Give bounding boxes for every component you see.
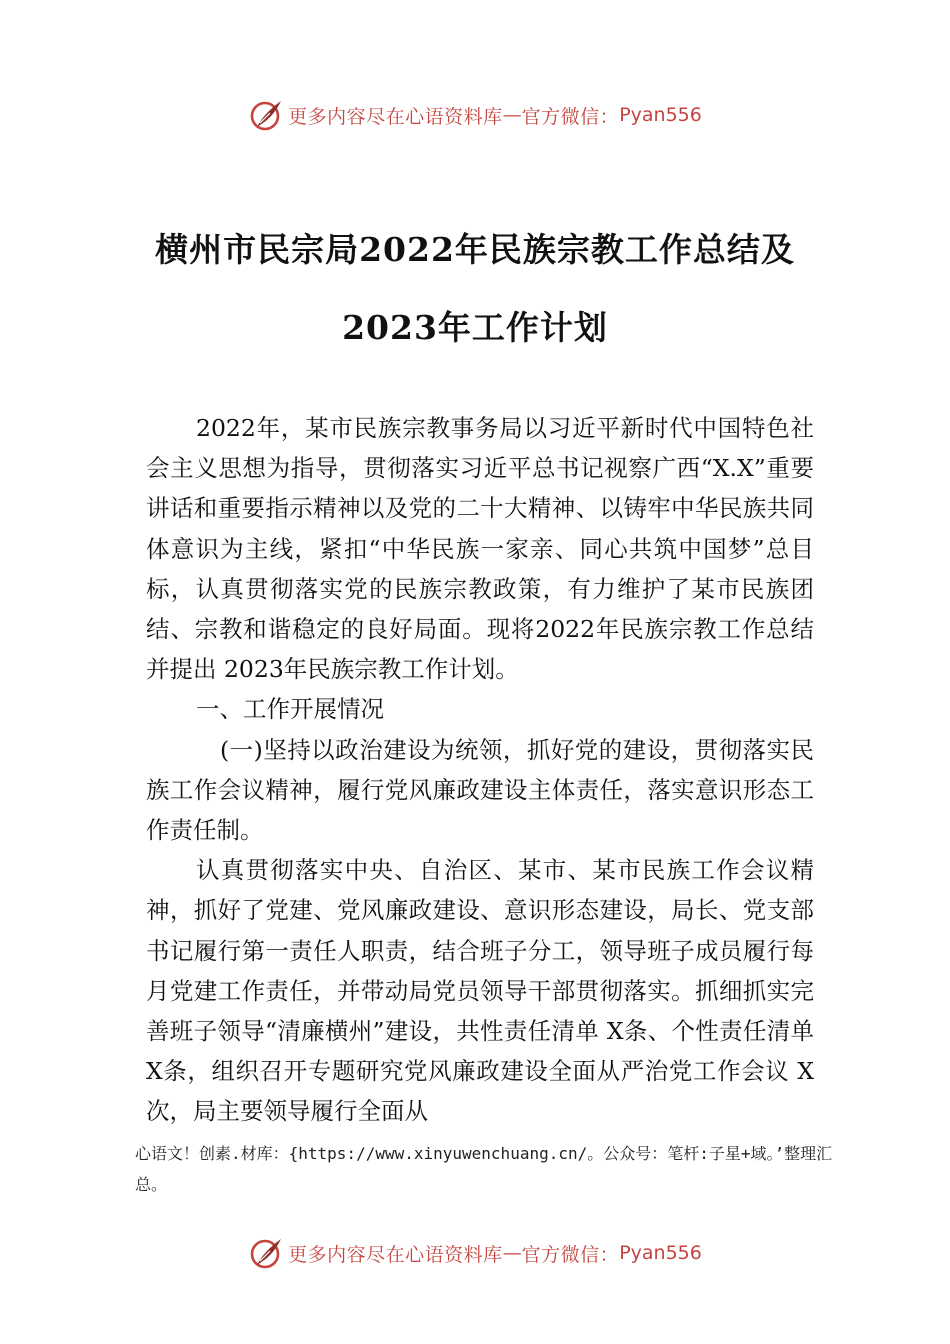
- banner-text: 更多内容尽在心语资料库: [288, 1243, 503, 1266]
- banner-separator: —: [502, 1242, 522, 1264]
- header-banner: [0, 95, 950, 135]
- banner-contact-label: 官方微信：: [521, 1243, 620, 1266]
- banner-contact-id: Pyan556: [619, 104, 702, 126]
- subsection-heading: (一)坚持以政治建设为统领，抓好党的建设，贯彻落实民族工作会议精神，履行党风廉政建设主体责任，落实意识形态工作责任制。: [146, 735, 814, 845]
- document-body: [146, 408, 814, 1132]
- footer-note: 心语文！创素.材库：{https://www.xinyuwenchuang.cn/。公众号：笔杆:子星+域。’整理汇总。: [135, 1144, 833, 1194]
- document-title-line-2: 2023年工作计划: [342, 308, 608, 347]
- footer-banner: [0, 1233, 950, 1273]
- banner-contact-label: 官方微信：: [521, 105, 620, 128]
- section-heading: 一、工作开展情况: [196, 695, 384, 724]
- paragraph-intro: 2022年，某市民族宗教事务局以习近平新时代中国特色社会主义思想为指导，贯彻落实习近平总书记视察广西“X.X”重要讲话和重要指示精神以及党的二十大精神、以铸牢中华民族共同体意识为主线，紧扣“中华民族一家亲、同心共筑中国梦”总目标，认真贯彻落实党的民族宗教政策，有力维护了某市民族团结、宗教和谐稳定的良好局面。现将2022年民族宗教工作总结并提出 2023年民族宗教工作计划。: [146, 414, 814, 684]
- quill-logo-icon: [248, 97, 284, 133]
- paragraph-detail: 认真贯彻落实中央、自治区、某市、某市民族工作会议精神，抓好了党建、党风廉政建设、意识形态建设，局长、党支部书记履行第一责任人职责，结合班子分工，领导班子成员履行每月党建工作责任，并带动局党员领导干部贯彻落实。抓细抓实完善班子领导“清廉横州”建设，共性责任清单 X条、个性责任清单 X条，组织召开专题研究党风廉政建设全面从严治党工作会议 X次，局主要领导履行全面从: [146, 856, 814, 1126]
- banner-contact-id: Pyan556: [619, 1242, 702, 1264]
- document-title-line-1: 横州市民宗局2022年民族宗教工作总结及: [155, 230, 795, 269]
- banner-text: 更多内容尽在心语资料库: [288, 105, 503, 128]
- banner-separator: —: [502, 104, 522, 126]
- quill-logo-icon: [248, 1235, 284, 1271]
